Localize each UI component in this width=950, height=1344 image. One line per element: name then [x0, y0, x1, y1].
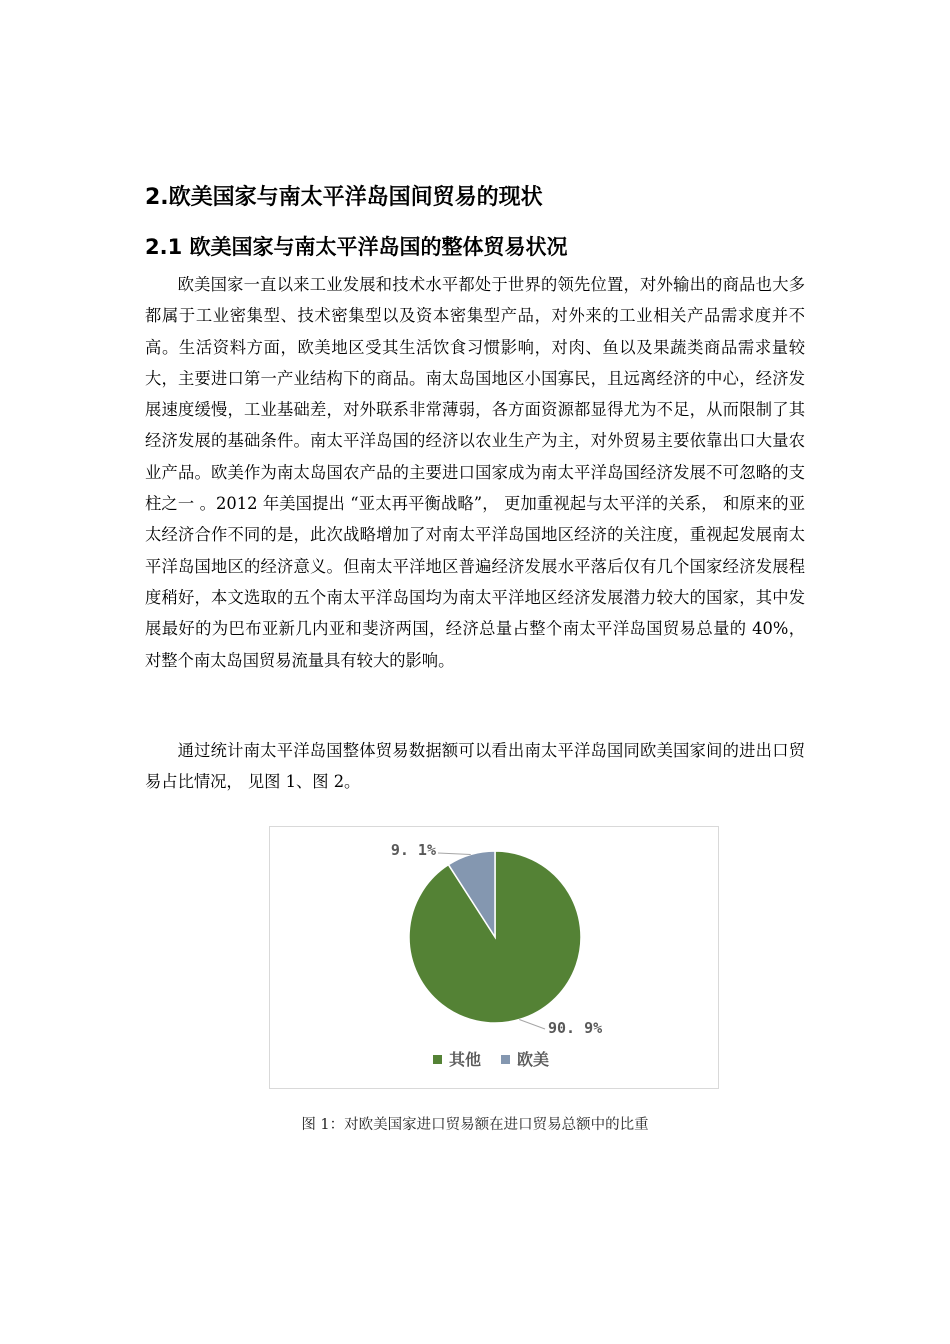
- data-label: 9. 1%: [390, 841, 436, 859]
- legend-swatch: [501, 1055, 510, 1064]
- leader-line: [519, 1020, 545, 1029]
- section-heading: 2.欧美国家与南太平洋岛国间贸易的现状: [145, 185, 543, 210]
- body-paragraph-2: 通过统计南太平洋岛国整体贸易数据额可以看出南太平洋岛国同欧美国家间的进出口贸易占比情况， 见图 1、图 2。: [145, 741, 805, 792]
- data-label: 90. 9%: [548, 1019, 603, 1037]
- subsection-heading: 2.1 欧美国家与南太平洋岛国的整体贸易状况: [145, 235, 568, 259]
- body-paragraph-1: 欧美国家一直以来工业发展和技术水平都处于世界的领先位置，对外输出的商品也大多都属于工业密集型、技术密集型以及资本密集型产品，对外来的工业相关产品需求度并不高。生活资料方面，欧美地区受其生活饮食习惯影响，对肉、鱼以及果蔬类商品需求量较大，主要进口第一产业结构下的商品。南太岛国地区小国寡民，且远离经济的中心，经济发展速度缓慢，工业基础差，对外联系非常薄弱，各方面资源都显得尤为不足，从而限制了其经济发展的基础条件。南太平洋岛国的经济以农业生产为主，对外贸易主要依靠出口大量农业产品。欧美作为南太岛国农产品的主要进口国家成为南太平洋岛国经济发展不可忽略的支柱之一 。2012 年美国提出 “亚太再平衡战略”， 更加重视起与太平洋的关系， 和原来的亚太经济合作不同的是，此次战略增加了对南太平洋岛国地区经济的关注度，重视起发展南太平洋岛国地区的经济意义。但南太平洋地区普遍经济发展水平落后仅有几个国家经济发展程度稍好，本文选取的五个南太平洋岛国均为南太平洋地区经济发展潜力较大的国家，其中发展最好的为巴布亚新几内亚和斐济两国，经济总量占整个南太平洋岛国贸易总量的 40%， 对整个南太岛国贸易流量具有较大的影响。: [145, 275, 805, 670]
- figure-caption: 图 1：对欧美国家进口贸易额在进口贸易总额中的比重: [301, 1117, 649, 1133]
- legend-swatch: [433, 1055, 442, 1064]
- pie-chart-figure: [269, 826, 719, 1089]
- leader-line: [438, 853, 471, 854]
- legend-label: 其他: [449, 1050, 482, 1069]
- pie-chart: [270, 827, 718, 1088]
- legend-label: 欧美: [517, 1050, 550, 1069]
